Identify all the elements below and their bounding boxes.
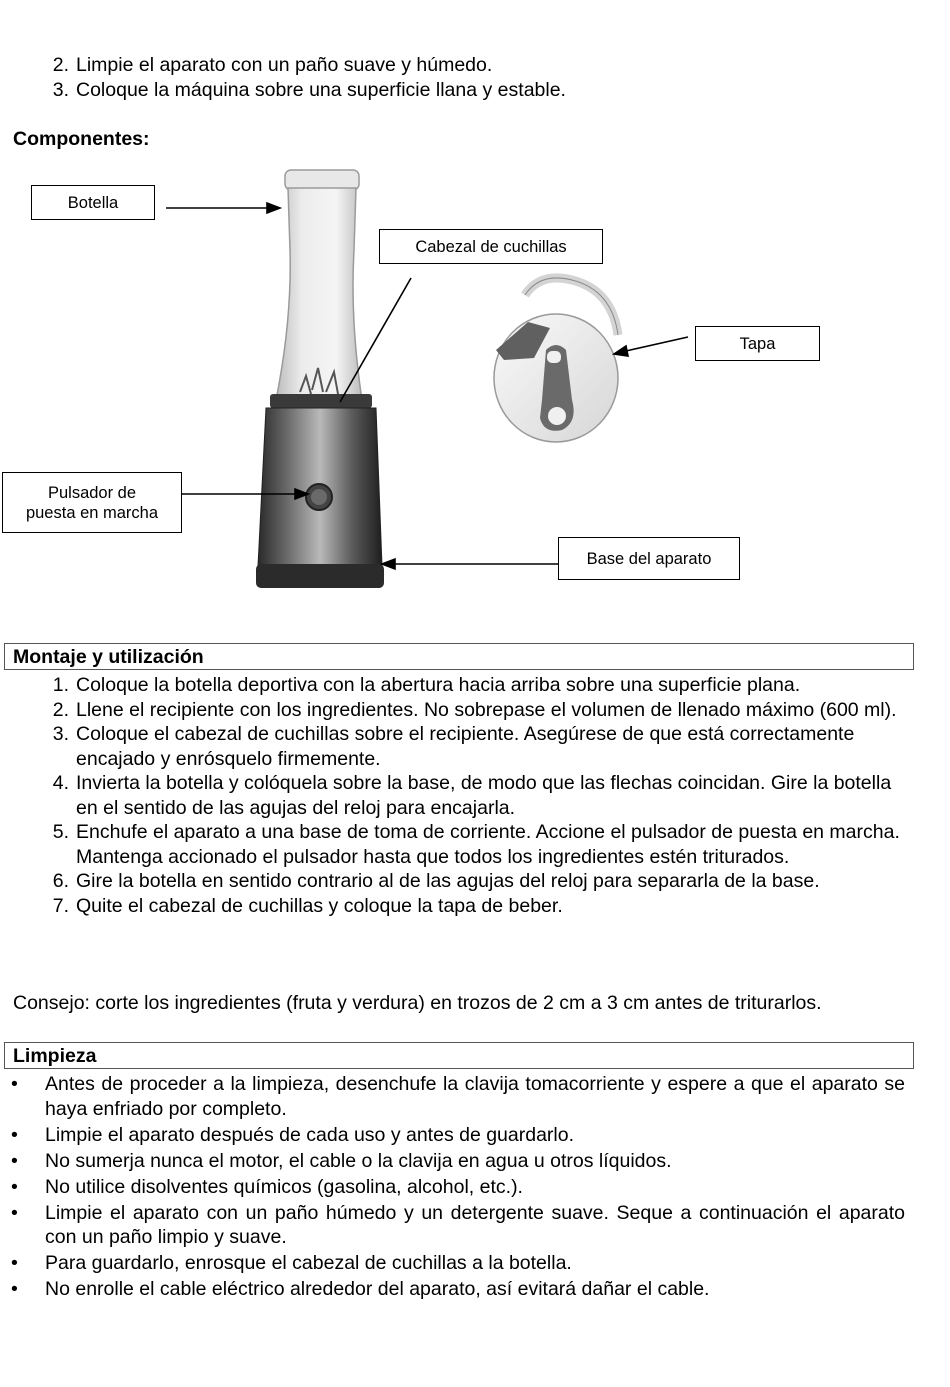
label-blade-head <box>379 229 603 264</box>
assembly-steps <box>0 673 950 918</box>
bullet-icon: • <box>11 1278 18 1300</box>
components-heading: Componentes: <box>13 128 150 150</box>
list-text: No sumerja nunca el motor, el cable o la clavija en agua u otros líquidos. <box>45 1149 672 1172</box>
list-number: 6. <box>52 870 69 892</box>
list-text: Enchufe el aparato a una base de toma de corriente. Accione el pulsador de puesta en marcha. Mantenga accionado el pulsador hasta que todos los ingredientes estén triturados. <box>76 821 900 868</box>
list-number: 3. <box>52 78 69 101</box>
assembly-heading: Montaje y utilización <box>4 643 914 670</box>
list-item <box>0 820 950 869</box>
list-text: Coloque la botella deportiva con la abertura hacia arriba sobre una superficie plana. <box>76 674 801 696</box>
list-text: Invierta la botella y colóquela sobre la base, de modo que las flechas coincidan. Gire la botella en el sentido de las agujas del reloj para encajarla. <box>76 772 892 819</box>
cleaning-list <box>0 1072 950 1303</box>
label-base <box>558 537 740 580</box>
lid-shape <box>494 278 618 442</box>
list-number: 4. <box>52 772 69 794</box>
label-lid <box>695 326 820 361</box>
bullet-icon: • <box>11 1123 18 1146</box>
list-item <box>0 1251 950 1276</box>
list-number: 2. <box>52 698 69 721</box>
list-text: No enrolle el cable eléctrico alrededor del aparato, así evitará dañar el cable. <box>45 1278 710 1300</box>
list-item <box>0 673 950 698</box>
label-text: Cabezal de cuchillas <box>415 237 567 256</box>
list-number: 2. <box>52 54 69 76</box>
list-text: Limpie el aparato con un paño húmedo y un detergente suave. Seque a continuación el aparato con un paño limpio y suave. <box>45 1201 905 1248</box>
list-text: Llene el recipiente con los ingredientes. No sobrepase el volumen de llenado máximo (600 ml). <box>76 698 897 721</box>
list-item <box>0 1123 950 1148</box>
label-text: puesta en marcha <box>25 503 159 522</box>
list-item <box>0 1149 950 1174</box>
intro-list <box>0 53 950 102</box>
list-text: Antes de proceder a la limpieza, desenchufe la clavija tomacorriente y espere a que el aparato se haya enfriado por completo. <box>45 1073 905 1120</box>
list-item <box>0 722 950 771</box>
list-item <box>0 1072 950 1121</box>
list-text: Quite el cabezal de cuchillas y coloque la tapa de beber. <box>76 894 563 917</box>
list-number: 5. <box>52 821 69 843</box>
bullet-icon: • <box>11 1201 18 1224</box>
list-number: 3. <box>52 723 69 745</box>
list-item <box>0 1201 950 1250</box>
components-figure <box>0 160 950 600</box>
list-item <box>0 53 950 78</box>
label-power-button <box>2 472 182 533</box>
label-bottle <box>31 185 155 220</box>
label-text: Base del aparato <box>586 549 712 568</box>
blender-illustration <box>0 160 950 600</box>
bullet-icon: • <box>11 1175 18 1198</box>
bullet-icon: • <box>11 1073 18 1095</box>
list-text: Para guardarlo, enrosque el cabezal de cuchillas a la botella. <box>45 1252 572 1274</box>
list-item <box>0 771 950 820</box>
list-item <box>0 894 950 919</box>
cleaning-heading: Limpieza <box>4 1042 914 1069</box>
list-text: Coloque el cabezal de cuchillas sobre el recipiente. Asegúrese de que está correctamente encajado y enrósquelo firmemente. <box>76 723 855 770</box>
label-text: Tapa <box>739 334 776 353</box>
list-text: No utilice disolventes químicos (gasolina, alcohol, etc.). <box>45 1175 523 1198</box>
list-item <box>0 698 950 723</box>
list-item <box>0 1175 950 1200</box>
list-number: 7. <box>52 894 69 917</box>
list-item <box>0 78 950 103</box>
list-text: Limpie el aparato después de cada uso y antes de guardarlo. <box>45 1123 575 1146</box>
list-text: Limpie el aparato con un paño suave y húmedo. <box>76 54 493 76</box>
bullet-icon: • <box>11 1149 18 1172</box>
base-shape <box>256 408 384 588</box>
bullet-icon: • <box>11 1252 18 1274</box>
list-number: 1. <box>52 674 69 696</box>
label-text: Pulsador de <box>47 483 137 502</box>
list-text: Coloque la máquina sobre una superficie llana y estable. <box>76 78 566 101</box>
list-text: Gire la botella en sentido contrario al de las agujas del reloj para separarla de la base. <box>76 870 820 892</box>
list-item <box>0 1277 950 1302</box>
label-text: Botella <box>67 193 119 212</box>
tip-text: Consejo: corte los ingredientes (fruta y verdura) en trozos de 2 cm a 3 cm antes de triturarlos. <box>13 992 822 1014</box>
list-item <box>0 869 950 894</box>
